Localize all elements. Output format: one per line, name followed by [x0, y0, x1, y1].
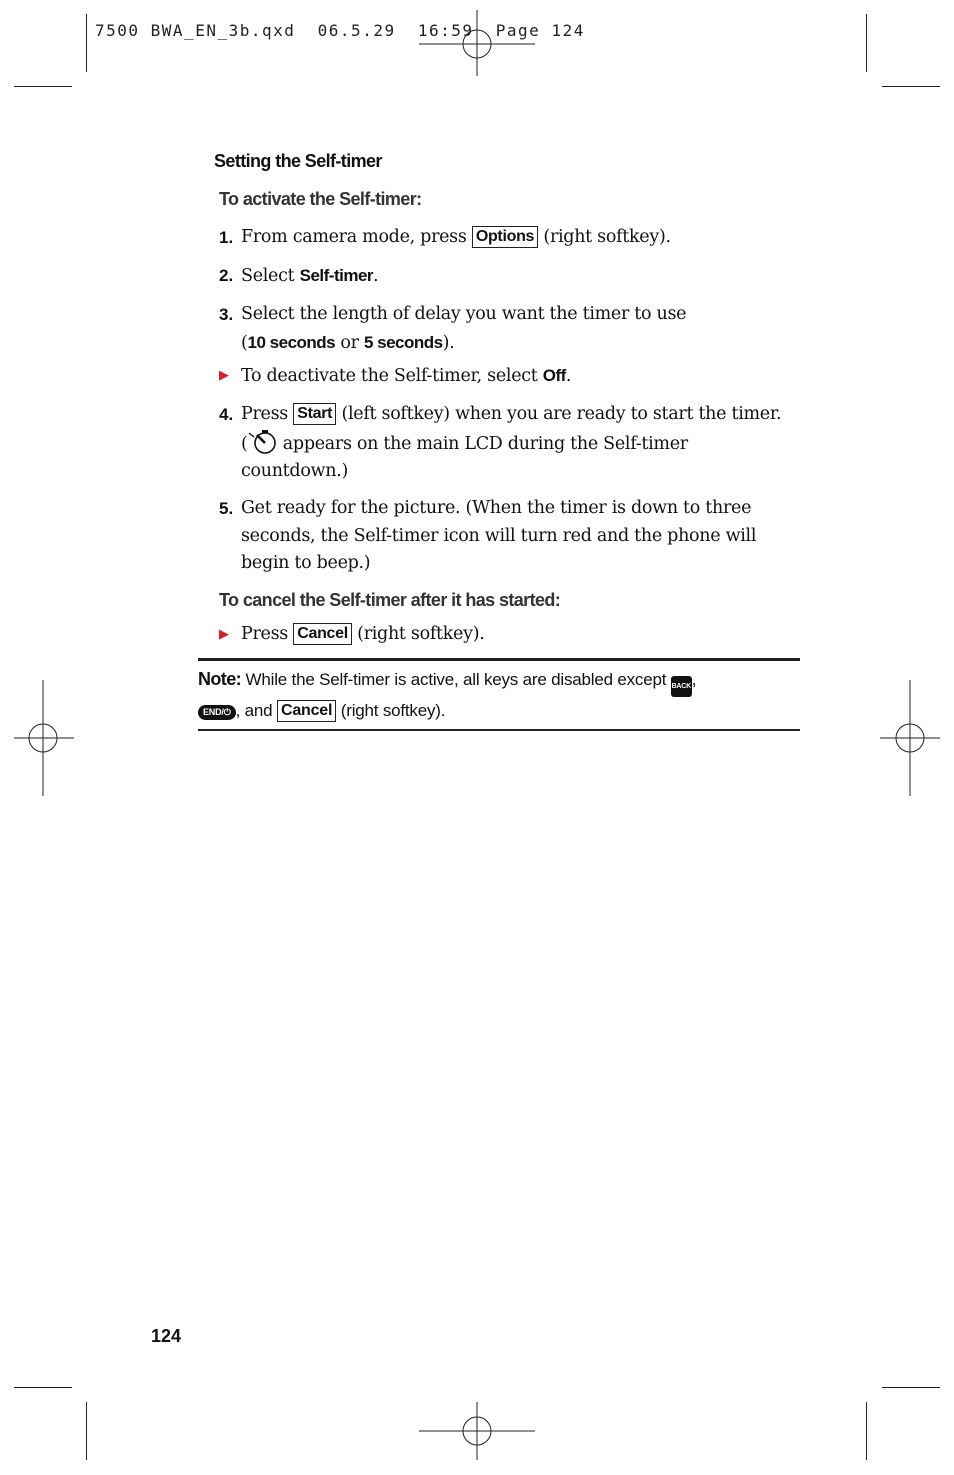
step-text: or — [335, 332, 364, 353]
back-key-icon: BACK — [671, 676, 692, 697]
crop-mark — [882, 86, 940, 87]
step-4 — [219, 401, 809, 486]
note-text: While the Self-timer is active, all keys are disabled except — [241, 670, 671, 689]
step-text: (left softkey) when you are ready to start the timer. — [336, 404, 782, 424]
activate-subheading: To activate the Self-timer: — [219, 189, 422, 209]
step-text: ). — [442, 332, 455, 353]
step-text: countdown.) — [241, 461, 348, 481]
section-heading: Setting the Self-timer — [214, 151, 382, 171]
menu-option: 5 seconds — [363, 332, 443, 352]
menu-option: Off — [542, 366, 566, 385]
step-number: 5. — [219, 499, 234, 518]
note-label: Note: — [198, 669, 241, 689]
printer-slug: 7500 BWA_EN_3b.qxd 06.5.29 16:59 Page 124 — [95, 21, 585, 40]
step-text: ( — [241, 332, 248, 353]
registration-mark-icon — [419, 0, 535, 76]
bullet-cancel — [219, 621, 809, 649]
step-1 — [219, 224, 809, 252]
step-number: 4. — [219, 405, 234, 424]
step-3 — [219, 301, 809, 357]
crop-mark — [882, 1387, 940, 1388]
step-text: . — [565, 366, 572, 386]
crop-mark — [86, 1402, 87, 1460]
crop-mark — [866, 14, 867, 72]
menu-option: Self-timer — [299, 266, 374, 285]
step-number: 2. — [219, 266, 234, 285]
step-text: Select the length of delay you want the timer to use — [241, 304, 687, 324]
options-softkey: Options — [472, 226, 538, 248]
self-timer-icon — [248, 429, 278, 455]
step-number: 1. — [219, 228, 234, 247]
step-text: Select — [241, 266, 300, 286]
bullet-deactivate — [219, 362, 809, 391]
step-5 — [219, 495, 809, 578]
note-text: (right softkey). — [336, 701, 446, 720]
step-text: ( — [241, 433, 248, 454]
step-number: 3. — [219, 305, 234, 324]
page-number: 124 — [151, 1326, 182, 1346]
step-text: Press — [241, 404, 294, 424]
registration-mark-icon — [419, 1402, 535, 1468]
bullet-arrow-icon: ▶ — [219, 627, 229, 642]
step-text: To deactivate the Self-timer, select — [241, 366, 543, 386]
cancel-subheading: To cancel the Self-timer after it has started: — [219, 590, 561, 610]
note-box — [198, 658, 800, 731]
registration-mark-icon — [14, 680, 74, 796]
crop-mark — [86, 14, 87, 72]
note-text: , — [691, 670, 697, 689]
step-text: (right softkey). — [538, 227, 671, 247]
crop-mark — [14, 86, 72, 87]
step-text: Get ready for the picture. (When the timer is down to three seconds, the Self-timer icon will turn red and the phone will begin to beep.) — [241, 498, 757, 573]
step-text: From camera mode, press — [241, 227, 472, 247]
step-text: Press — [241, 624, 294, 644]
step-2 — [219, 262, 809, 291]
end-key-icon: END/⏻ — [198, 705, 236, 720]
step-text: (right softkey). — [351, 624, 485, 644]
start-softkey: Start — [293, 403, 336, 425]
menu-option: 10 seconds — [247, 332, 336, 352]
step-text: . — [373, 266, 379, 286]
cancel-softkey: Cancel — [293, 623, 352, 645]
step-text: appears on the main LCD during the Self-timer — [277, 433, 688, 454]
bullet-arrow-icon: ▶ — [219, 368, 229, 383]
cancel-softkey: Cancel — [277, 700, 336, 722]
crop-mark — [866, 1402, 867, 1460]
note-text: , and — [235, 701, 277, 720]
registration-mark-icon — [880, 680, 940, 796]
crop-mark — [14, 1387, 72, 1388]
